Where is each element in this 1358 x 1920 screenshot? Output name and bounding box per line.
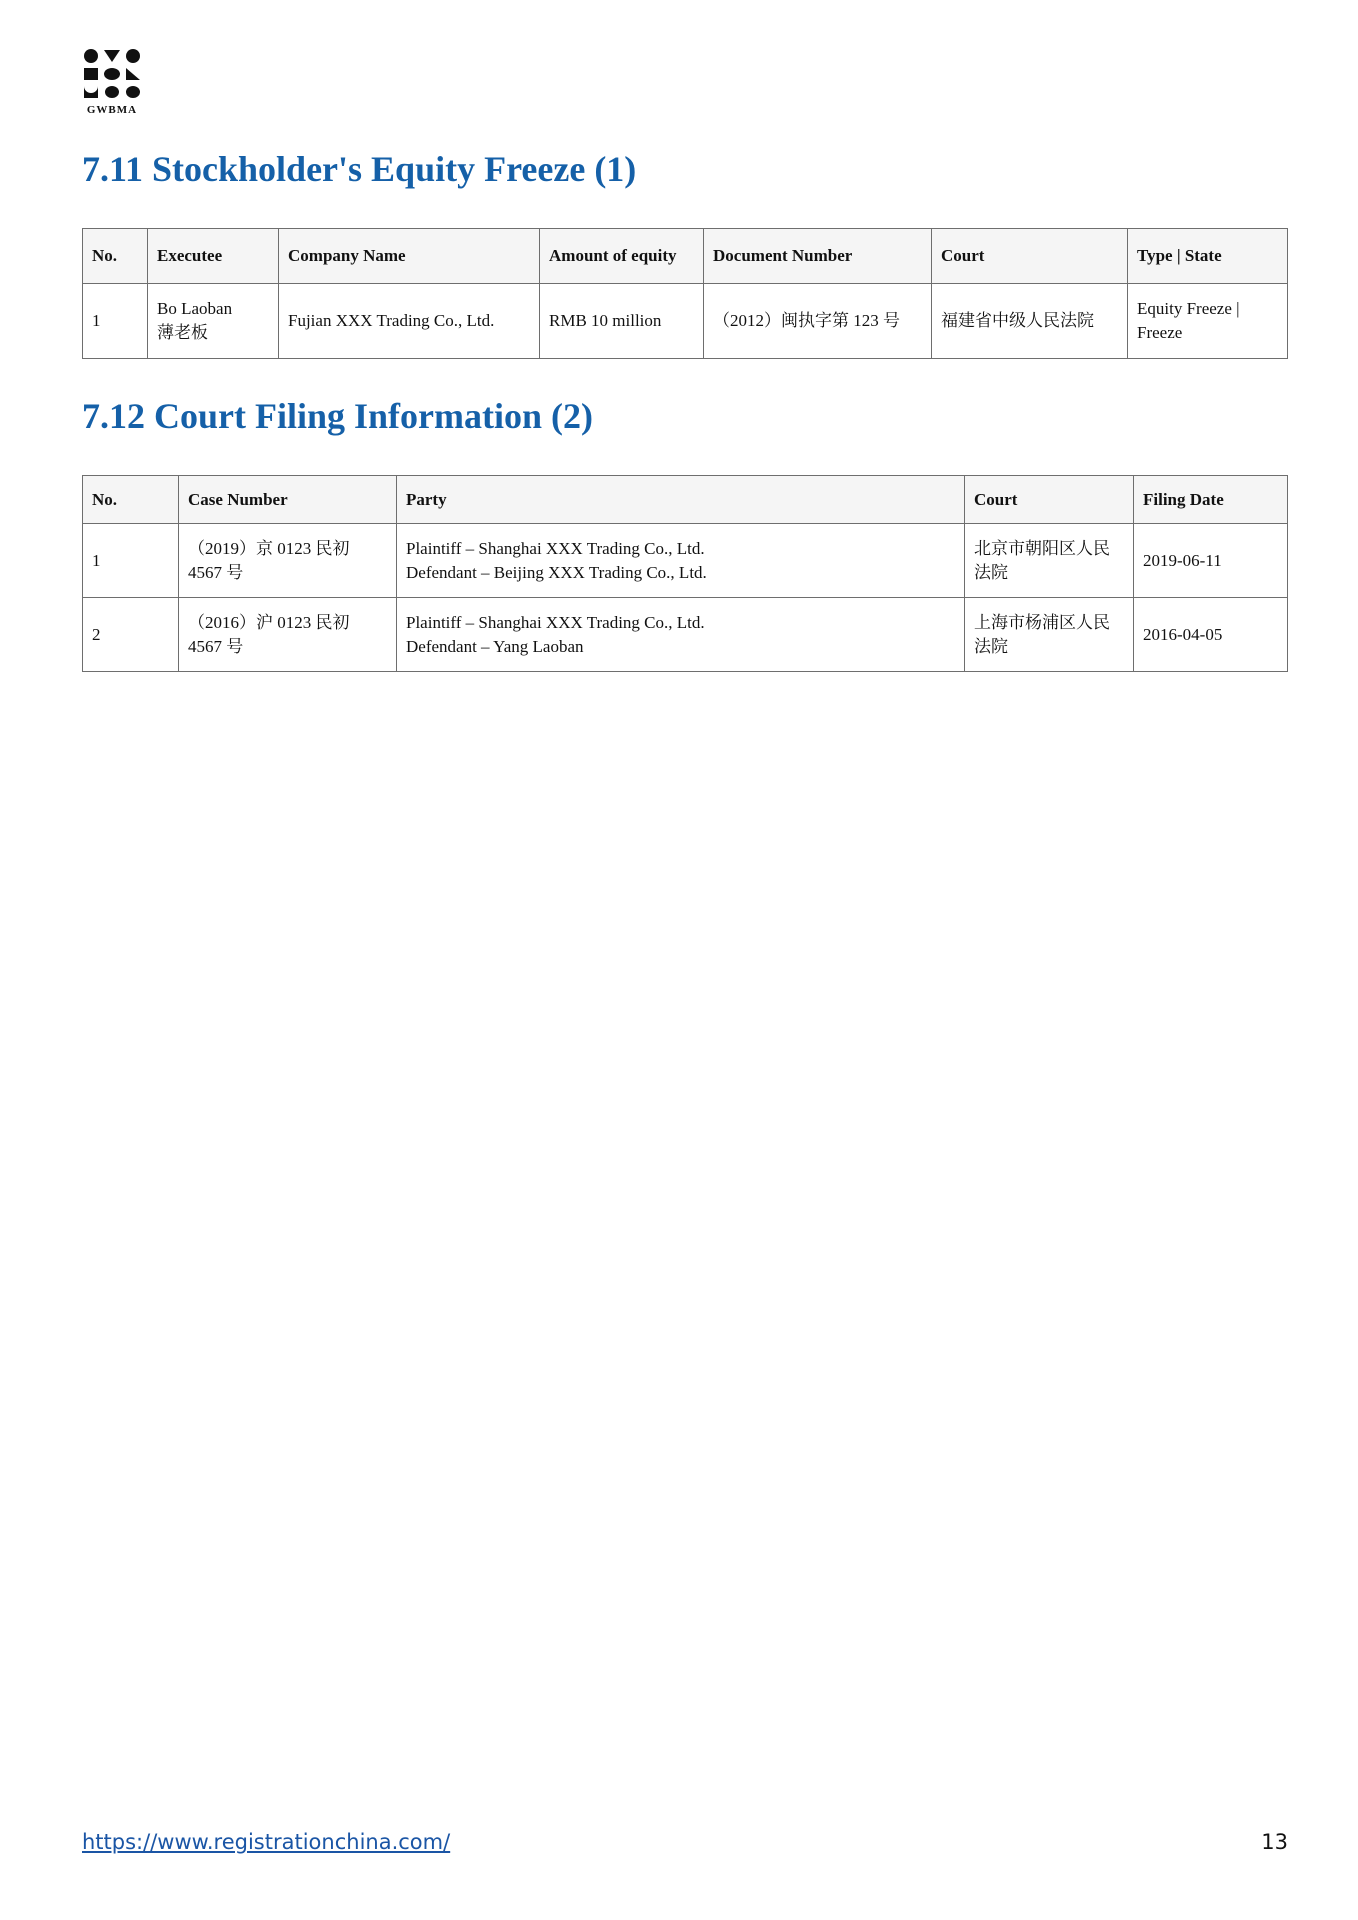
- court-line: 法院: [974, 562, 1008, 582]
- cell-court: [965, 524, 1134, 598]
- cell-executee: [148, 284, 279, 359]
- plaintiff-line: Plaintiff – Shanghai XXX Trading Co., Ltd.: [406, 538, 705, 558]
- table-header-row: [83, 229, 1288, 284]
- cell-company-name: Fujian XXX Trading Co., Ltd.: [279, 284, 540, 359]
- case-number-line: （2019）京 0123 民初: [188, 538, 350, 558]
- cell-amount: RMB 10 million: [540, 284, 704, 359]
- cell-case-number: [179, 598, 397, 672]
- case-number-line: 4567 号: [188, 636, 244, 656]
- section-title-equity-freeze: 7.11 Stockholder's Equity Freeze (1): [82, 149, 637, 189]
- equity-freeze-table: [82, 228, 1288, 359]
- state-line: Freeze: [1137, 323, 1183, 342]
- cell-court: [965, 598, 1134, 672]
- table-header-row: [83, 476, 1288, 524]
- cell-party: [397, 598, 965, 672]
- header-case-number: Case Number: [179, 476, 397, 524]
- page-number: 13: [1261, 1830, 1288, 1854]
- cell-no: 1: [83, 284, 148, 359]
- cell-filing-date: 2019-06-11: [1134, 524, 1288, 598]
- cell-no: 1: [83, 524, 179, 598]
- logo-text: GWBMA: [86, 104, 138, 116]
- executee-name-zh: 薄老板: [157, 323, 208, 342]
- court-line: 北京市朝阳区人民: [974, 538, 1110, 558]
- header-document-number: Document Number: [704, 229, 932, 284]
- header-court: Court: [965, 476, 1134, 524]
- header-executee: Executee: [148, 229, 279, 284]
- section-title-court-filing: 7.12 Court Filing Information (2): [82, 396, 593, 436]
- case-number-line: （2016）沪 0123 民初: [188, 612, 350, 632]
- court-filing-table: [82, 475, 1288, 672]
- defendant-line: Defendant – Yang Laoban: [406, 636, 584, 656]
- table-row: [83, 598, 1288, 672]
- type-line: Equity Freeze |: [1137, 299, 1240, 319]
- cell-court: 福建省中级人民法院: [932, 284, 1128, 359]
- court-line: 法院: [974, 636, 1008, 656]
- header-filing-date: Filing Date: [1134, 476, 1288, 524]
- cell-document-number: （2012）闽执字第 123 号: [704, 284, 932, 359]
- cell-type-state: [1128, 284, 1288, 359]
- footer-website-link[interactable]: https://www.registrationchina.com/: [82, 1830, 451, 1854]
- cell-filing-date: 2016-04-05: [1134, 598, 1288, 672]
- cell-no: 2: [83, 598, 179, 672]
- gwbma-logo: [82, 48, 142, 116]
- header-no: No.: [83, 229, 148, 284]
- defendant-line: Defendant – Beijing XXX Trading Co., Ltd.: [406, 562, 707, 582]
- table-row: [83, 284, 1288, 359]
- header-no: No.: [83, 476, 179, 524]
- header-type-state: Type | State: [1128, 229, 1288, 284]
- plaintiff-line: Plaintiff – Shanghai XXX Trading Co., Ltd.: [406, 612, 705, 632]
- logo-mark-icon: [82, 48, 142, 100]
- executee-name-en: Bo Laoban: [157, 299, 233, 319]
- header-party: Party: [397, 476, 965, 524]
- case-number-line: 4567 号: [188, 562, 244, 582]
- table-row: [83, 524, 1288, 598]
- header-amount-of-equity: Amount of equity: [540, 229, 704, 284]
- header-company-name: Company Name: [279, 229, 540, 284]
- cell-case-number: [179, 524, 397, 598]
- court-line: 上海市杨浦区人民: [974, 612, 1110, 632]
- cell-party: [397, 524, 965, 598]
- header-court: Court: [932, 229, 1128, 284]
